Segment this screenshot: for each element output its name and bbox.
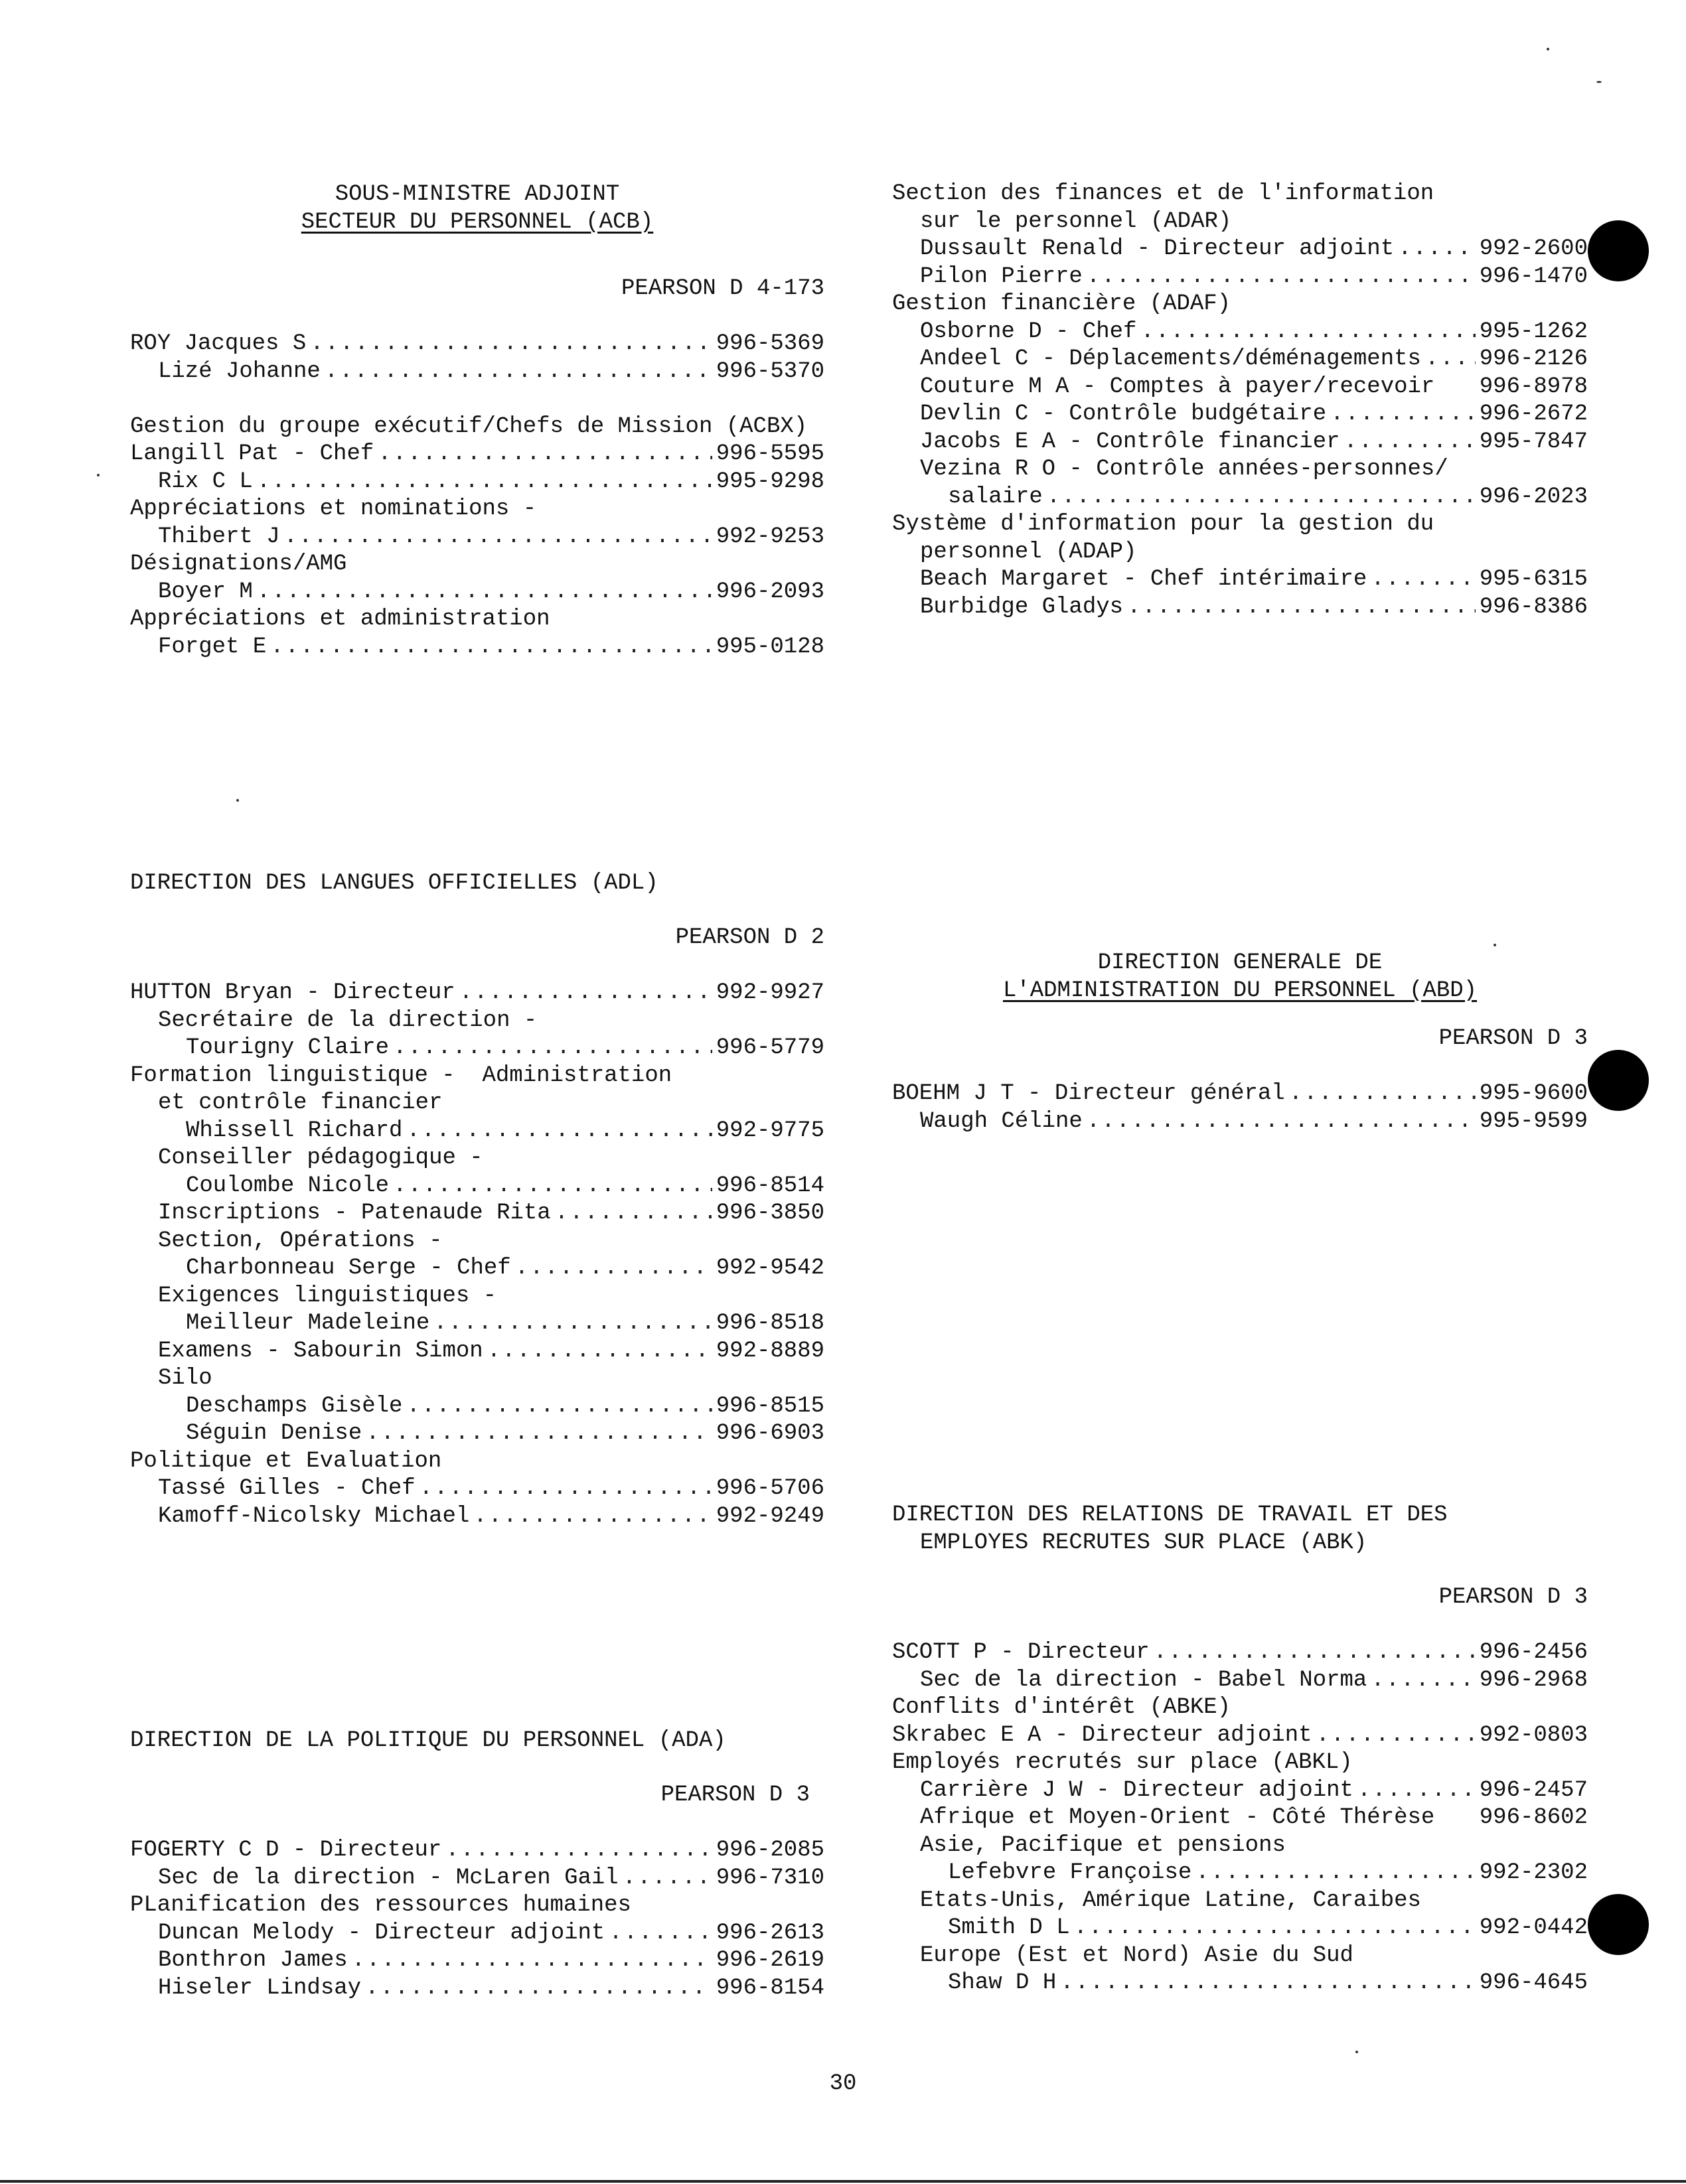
directory-entry bbox=[892, 374, 1588, 401]
scan-speck bbox=[97, 474, 100, 476]
entry-label: Vezina R O - Contrôle années-personnes/ bbox=[920, 457, 1448, 482]
entry-phone: 996-2023 bbox=[1479, 484, 1588, 510]
section-acb bbox=[130, 181, 824, 661]
dot-leader bbox=[445, 1837, 712, 1865]
entry-phone: 995-6315 bbox=[1479, 567, 1588, 592]
subheading-line bbox=[892, 1749, 1588, 1777]
header-line-1: SOUS-MINISTRE ADJOINT bbox=[335, 182, 620, 207]
entry-phone: 996-2619 bbox=[716, 1948, 824, 1973]
directory-entry bbox=[892, 429, 1588, 457]
entry-phone: 996-3850 bbox=[716, 1201, 824, 1226]
dot-leader bbox=[378, 441, 712, 469]
section-header: DIRECTION DE LA POLITIQUE DU PERSONNEL (ADA) bbox=[130, 1728, 726, 1753]
entry-label: Conseiller pédagogique - bbox=[158, 1145, 483, 1171]
entry-phone: 992-2600 bbox=[1479, 236, 1588, 261]
entry-phone: 995-0128 bbox=[716, 634, 824, 660]
entry-label: Kamoff-Nicolsky Michael bbox=[158, 1503, 470, 1529]
entry-label: et contrôle financier bbox=[158, 1090, 443, 1116]
subheading-line bbox=[892, 511, 1588, 539]
entry-label: Système d'information pour la gestion du bbox=[892, 512, 1434, 537]
directory-entry bbox=[892, 1804, 1588, 1832]
subheading-line bbox=[130, 1892, 824, 1920]
entry-label: Sec de la direction - McLaren Gail bbox=[158, 1865, 619, 1891]
dot-leader bbox=[623, 1865, 712, 1893]
location: PEARSON D 3 bbox=[660, 1783, 810, 1808]
dot-leader bbox=[352, 1947, 712, 1975]
scan-speck bbox=[1355, 2051, 1358, 2053]
directory-entry bbox=[892, 1722, 1588, 1750]
dot-leader bbox=[366, 1420, 712, 1448]
entry-phone: 996-2126 bbox=[1479, 346, 1588, 372]
entry-phone: 996-5595 bbox=[716, 441, 824, 467]
entry-phone: 992-9249 bbox=[716, 1503, 824, 1529]
entry-label: Hiseler Lindsay bbox=[158, 1975, 362, 2001]
subheading-line bbox=[892, 456, 1588, 484]
subheading-line bbox=[892, 291, 1588, 319]
directory-entry bbox=[130, 980, 824, 1007]
entry-label: Waugh Céline bbox=[920, 1108, 1083, 1134]
entry-label: Examens - Sabourin Simon bbox=[158, 1338, 483, 1364]
dot-leader bbox=[1289, 1080, 1476, 1108]
dot-leader bbox=[310, 330, 712, 358]
subheading-line bbox=[130, 1007, 824, 1035]
directory-entry bbox=[130, 1338, 824, 1366]
subheading-line bbox=[130, 1283, 824, 1311]
dot-leader bbox=[1087, 263, 1476, 291]
directory-entry bbox=[892, 1080, 1588, 1108]
location: PEARSON D 4-173 bbox=[621, 276, 824, 301]
entry-list bbox=[130, 1837, 824, 2002]
directory-entry bbox=[130, 634, 824, 662]
entry-label: Lefebvre Françoise bbox=[948, 1860, 1192, 1885]
directory-entry bbox=[892, 401, 1588, 429]
dot-leader bbox=[1127, 594, 1476, 622]
dot-leader bbox=[1060, 1970, 1476, 1998]
directory-entry bbox=[130, 1310, 824, 1338]
entry-list bbox=[130, 330, 824, 661]
entry-phone: 995-9599 bbox=[1479, 1108, 1588, 1134]
punch-hole-top bbox=[1588, 220, 1649, 281]
entry-label: Inscriptions - Patenaude Rita bbox=[158, 1201, 551, 1226]
entry-label: Forget E bbox=[158, 634, 267, 660]
subheading-line bbox=[892, 1832, 1588, 1860]
entry-label: Appréciations et administration bbox=[130, 607, 550, 632]
directory-entry bbox=[130, 1035, 824, 1062]
entry-label: Devlin C - Contrôle budgétaire bbox=[920, 401, 1327, 427]
subheading-line bbox=[130, 1090, 824, 1118]
entry-phone: 996-6903 bbox=[716, 1421, 824, 1446]
entry-phone: 996-2672 bbox=[1479, 401, 1588, 427]
dot-leader bbox=[1154, 1639, 1476, 1667]
dot-leader bbox=[393, 1035, 712, 1062]
entry-label: Shaw D H bbox=[948, 1970, 1057, 1996]
entry-label: Gestion du groupe exécutif/Chefs de Mission (ACBX) bbox=[130, 413, 808, 439]
subheading-line bbox=[130, 606, 824, 634]
subheading-line bbox=[130, 496, 824, 524]
directory-entry bbox=[130, 1865, 824, 1893]
entry-label: BOEHM J T - Directeur général bbox=[892, 1081, 1285, 1106]
entry-label: Andeel C - Déplacements/déménagements bbox=[920, 346, 1421, 372]
entry-label: Sec de la direction - Babel Norma bbox=[920, 1667, 1367, 1693]
entry-label: SCOTT P - Directeur bbox=[892, 1640, 1150, 1665]
header-line-2: SECTEUR DU PERSONNEL (ACB) bbox=[301, 210, 654, 235]
subheading-line bbox=[130, 1145, 824, 1173]
entry-phone: 996-8515 bbox=[716, 1393, 824, 1419]
entry-phone: 996-1470 bbox=[1479, 263, 1588, 289]
subheading-line bbox=[130, 1228, 824, 1256]
header-line-2: EMPLOYES RECRUTES SUR PLACE (ABK) bbox=[920, 1530, 1367, 1556]
entry-label: Section, Opérations - bbox=[158, 1228, 443, 1254]
dot-leader bbox=[393, 1173, 712, 1201]
entry-list bbox=[130, 980, 824, 1530]
dot-leader bbox=[257, 469, 712, 496]
entry-phone: 995-1262 bbox=[1479, 319, 1588, 344]
entry-phone: 996-8386 bbox=[1479, 594, 1588, 620]
entry-label: Politique et Evaluation bbox=[130, 1448, 442, 1474]
dot-leader bbox=[1047, 484, 1476, 512]
entry-label: Etats-Unis, Amérique Latine, Caraibes bbox=[920, 1887, 1421, 1913]
dot-leader bbox=[1316, 1722, 1476, 1750]
entry-phone: 992-8889 bbox=[716, 1338, 824, 1364]
directory-entry bbox=[892, 263, 1588, 291]
subheading-line bbox=[892, 1887, 1588, 1915]
directory-entry bbox=[130, 1975, 824, 2003]
dot-leader bbox=[1074, 1915, 1476, 1942]
section-abd bbox=[892, 949, 1588, 1135]
entry-label: FOGERTY C D - Directeur bbox=[130, 1838, 442, 1863]
blank-line bbox=[130, 386, 824, 413]
dot-leader bbox=[1344, 429, 1476, 457]
location: PEARSON D 2 bbox=[675, 925, 824, 950]
header-line-1: DIRECTION DES RELATIONS DE TRAVAIL ET DES bbox=[892, 1502, 1448, 1528]
subheading-line bbox=[130, 551, 824, 579]
entry-label: Tourigny Claire bbox=[186, 1035, 390, 1060]
directory-entry bbox=[892, 484, 1588, 512]
dot-leader bbox=[433, 1310, 712, 1338]
dot-leader bbox=[1140, 319, 1475, 346]
entry-label: Bonthron James bbox=[158, 1948, 348, 1973]
directory-entry bbox=[892, 1970, 1588, 1998]
entry-phone: 996-2456 bbox=[1479, 1640, 1588, 1665]
entry-label: Jacobs E A - Contrôle financier bbox=[920, 429, 1340, 455]
subheading-line bbox=[130, 1062, 824, 1090]
dot-leader bbox=[1371, 566, 1475, 594]
dot-leader bbox=[1398, 236, 1476, 263]
entry-phone: 996-8154 bbox=[716, 1975, 824, 2001]
entry-label: Skrabec E A - Directeur adjoint bbox=[892, 1722, 1312, 1748]
directory-entry bbox=[130, 1255, 824, 1283]
entry-label: sur le personnel (ADAR) bbox=[920, 208, 1232, 234]
entry-label: Whissell Richard bbox=[186, 1118, 403, 1143]
entry-label: Smith D L bbox=[948, 1915, 1070, 1940]
directory-entry bbox=[130, 1420, 824, 1448]
subheading-line bbox=[130, 413, 824, 441]
entry-phone: 996-7310 bbox=[716, 1865, 824, 1891]
entry-label: Rix C L bbox=[158, 469, 253, 494]
dot-leader bbox=[515, 1255, 712, 1283]
entry-list bbox=[892, 1080, 1588, 1135]
header-line-2: L'ADMINISTRATION DU PERSONNEL (ABD) bbox=[1002, 978, 1478, 1003]
entry-phone: 996-8518 bbox=[716, 1311, 824, 1336]
subheading-line bbox=[892, 539, 1588, 567]
entry-phone: 995-9298 bbox=[716, 469, 824, 494]
entry-phone: 996-2093 bbox=[716, 579, 824, 605]
scan-speck bbox=[1547, 48, 1549, 50]
entry-phone: 992-9542 bbox=[716, 1256, 824, 1281]
entry-label: Silo bbox=[158, 1366, 212, 1391]
subheading-line bbox=[892, 1942, 1588, 1970]
directory-entry bbox=[130, 1200, 824, 1228]
entry-label: Beach Margaret - Chef intérimaire bbox=[920, 567, 1367, 592]
entry-label: Meilleur Madeleine bbox=[186, 1311, 430, 1336]
directory-entry bbox=[892, 1108, 1588, 1136]
dot-leader bbox=[555, 1200, 712, 1228]
directory-entry bbox=[892, 1915, 1588, 1942]
section-adar bbox=[892, 181, 1588, 621]
section-header: DIRECTION DES LANGUES OFFICIELLES (ADL) bbox=[130, 871, 658, 896]
dot-leader bbox=[406, 1393, 712, 1421]
entry-label: Afrique et Moyen-Orient - Côté Thérèse bbox=[920, 1805, 1435, 1830]
entry-phone: 995-7847 bbox=[1479, 429, 1588, 455]
entry-phone: 992-9927 bbox=[716, 980, 824, 1005]
subheading-line bbox=[892, 1694, 1588, 1722]
entry-label: Secrétaire de la direction - bbox=[158, 1007, 538, 1033]
dot-leader bbox=[1357, 1777, 1476, 1805]
entry-phone: 996-5369 bbox=[716, 331, 824, 356]
entry-phone: 996-2457 bbox=[1479, 1777, 1588, 1803]
page-number: 30 bbox=[829, 2071, 857, 2096]
scan-speck bbox=[1494, 944, 1496, 946]
directory-entry bbox=[892, 1667, 1588, 1695]
entry-label: Désignations/AMG bbox=[130, 551, 347, 577]
bottom-edge-rule bbox=[0, 2180, 1686, 2183]
entry-phone: 996-4645 bbox=[1479, 1970, 1588, 1996]
entry-phone: 992-0803 bbox=[1479, 1722, 1588, 1748]
entry-label: Burbidge Gladys bbox=[920, 594, 1124, 620]
entry-label: Asie, Pacifique et pensions bbox=[920, 1832, 1286, 1858]
dot-leader bbox=[284, 524, 712, 551]
directory-entry bbox=[892, 566, 1588, 594]
entry-label: Thibert J bbox=[158, 524, 280, 549]
directory-entry bbox=[130, 358, 824, 386]
entry-label: Tassé Gilles - Chef bbox=[158, 1476, 416, 1501]
entry-label: Charbonneau Serge - Chef bbox=[186, 1256, 511, 1281]
entry-label: Exigences linguistiques - bbox=[158, 1283, 497, 1309]
entry-label: Osborne D - Chef bbox=[920, 319, 1137, 344]
directory-entry bbox=[892, 236, 1588, 263]
entry-label: Formation linguistique - Administration bbox=[130, 1062, 672, 1088]
dot-leader bbox=[609, 1920, 712, 1948]
punch-hole-bottom bbox=[1588, 1894, 1649, 1955]
entry-label: salaire bbox=[948, 484, 1043, 510]
directory-entry bbox=[892, 1859, 1588, 1887]
entry-list bbox=[892, 181, 1588, 621]
entry-label: Lizé Johanne bbox=[158, 358, 321, 384]
directory-entry bbox=[130, 1920, 824, 1948]
section-ada bbox=[130, 1727, 824, 2002]
directory-entry bbox=[892, 1777, 1588, 1805]
scan-speck bbox=[1596, 81, 1602, 83]
location: PEARSON D 3 bbox=[1438, 1026, 1588, 1051]
entry-list bbox=[892, 1639, 1588, 1998]
entry-label: Dussault Renald - Directeur adjoint bbox=[920, 236, 1395, 261]
scan-speck bbox=[236, 799, 239, 802]
entry-phone: 996-2613 bbox=[716, 1920, 824, 1946]
entry-label: Section des finances et de l'information bbox=[892, 181, 1434, 206]
dot-leader bbox=[1195, 1859, 1476, 1887]
entry-label: Langill Pat - Chef bbox=[130, 441, 374, 467]
directory-entry bbox=[130, 1173, 824, 1201]
entry-label: Duncan Melody - Directeur adjoint bbox=[158, 1920, 605, 1946]
dot-leader bbox=[257, 579, 712, 607]
subheading-line bbox=[892, 208, 1588, 236]
entry-label: Carrière J W - Directeur adjoint bbox=[920, 1777, 1353, 1803]
header-line-1: DIRECTION GENERALE DE bbox=[1097, 950, 1383, 976]
entry-phone: 996-5779 bbox=[716, 1035, 824, 1060]
dot-leader bbox=[473, 1503, 712, 1531]
subheading-line bbox=[892, 181, 1588, 208]
directory-entry bbox=[130, 1503, 824, 1531]
section-header bbox=[892, 1501, 1588, 1557]
location: PEARSON D 3 bbox=[1438, 1585, 1588, 1610]
dot-leader bbox=[459, 980, 712, 1007]
entry-label: Couture M A - Comptes à payer/recevoir bbox=[920, 374, 1435, 400]
dot-leader bbox=[1330, 401, 1476, 429]
entry-label: Deschamps Gisèle bbox=[186, 1393, 403, 1419]
entry-label: ROY Jacques S bbox=[130, 331, 307, 356]
directory-entry bbox=[892, 319, 1588, 346]
directory-entry bbox=[130, 1837, 824, 1865]
section-header bbox=[892, 949, 1588, 1005]
directory-entry bbox=[130, 1475, 824, 1503]
directory-entry bbox=[892, 346, 1588, 374]
dot-leader bbox=[1371, 1667, 1475, 1695]
entry-label: Coulombe Nicole bbox=[186, 1173, 390, 1199]
subheading-line bbox=[130, 1448, 824, 1476]
dot-leader bbox=[406, 1118, 712, 1145]
dot-leader bbox=[365, 1975, 712, 2003]
section-adl bbox=[130, 869, 824, 1530]
dot-leader bbox=[420, 1475, 712, 1503]
dot-leader bbox=[1087, 1108, 1476, 1136]
dot-leader bbox=[325, 358, 712, 386]
entry-label: personnel (ADAP) bbox=[920, 539, 1137, 565]
entry-phone: 992-2302 bbox=[1479, 1860, 1588, 1885]
entry-label: Séguin Denise bbox=[186, 1421, 362, 1446]
subheading-line bbox=[130, 1365, 824, 1393]
directory-entry bbox=[892, 594, 1588, 622]
directory-entry bbox=[130, 524, 824, 551]
entry-label: Pilon Pierre bbox=[920, 263, 1083, 289]
entry-phone: 995-9600 bbox=[1479, 1081, 1588, 1106]
dot-leader bbox=[1425, 346, 1476, 374]
entry-label: HUTTON Bryan - Directeur bbox=[130, 980, 455, 1005]
entry-phone: 992-9775 bbox=[716, 1118, 824, 1143]
entry-label: Europe (Est et Nord) Asie du Sud bbox=[920, 1942, 1353, 1968]
directory-entry bbox=[130, 1947, 824, 1975]
dot-leader bbox=[270, 634, 712, 662]
entry-label: Boyer M bbox=[158, 579, 253, 605]
directory-entry bbox=[130, 330, 824, 358]
entry-phone: 996-5370 bbox=[716, 358, 824, 384]
section-header bbox=[130, 181, 824, 236]
entry-phone: 996-5706 bbox=[716, 1476, 824, 1501]
entry-label: Employés recrutés sur place (ABKL) bbox=[892, 1750, 1353, 1775]
entry-phone: 996-2085 bbox=[716, 1838, 824, 1863]
entry-phone: 996-2968 bbox=[1479, 1667, 1588, 1693]
directory-entry bbox=[130, 469, 824, 496]
directory-entry bbox=[130, 441, 824, 469]
entry-label: PLanification des ressources humaines bbox=[130, 1893, 631, 1918]
directory-entry bbox=[130, 1118, 824, 1145]
punch-hole-middle bbox=[1588, 1050, 1649, 1111]
entry-label: Appréciations et nominations - bbox=[130, 496, 537, 522]
entry-label: Gestion financière (ADAF) bbox=[892, 291, 1231, 317]
directory-entry bbox=[130, 1393, 824, 1421]
directory-entry bbox=[892, 1639, 1588, 1667]
entry-phone: 996-8602 bbox=[1479, 1805, 1588, 1830]
entry-phone: 996-8514 bbox=[716, 1173, 824, 1199]
entry-phone: 996-8978 bbox=[1479, 374, 1588, 400]
directory-entry bbox=[130, 579, 824, 607]
entry-phone: 992-9253 bbox=[716, 524, 824, 549]
entry-label: Conflits d'intérêt (ABKE) bbox=[892, 1695, 1231, 1720]
dot-leader bbox=[487, 1338, 712, 1366]
entry-phone: 992-0442 bbox=[1479, 1915, 1588, 1940]
section-abk bbox=[892, 1501, 1588, 1998]
